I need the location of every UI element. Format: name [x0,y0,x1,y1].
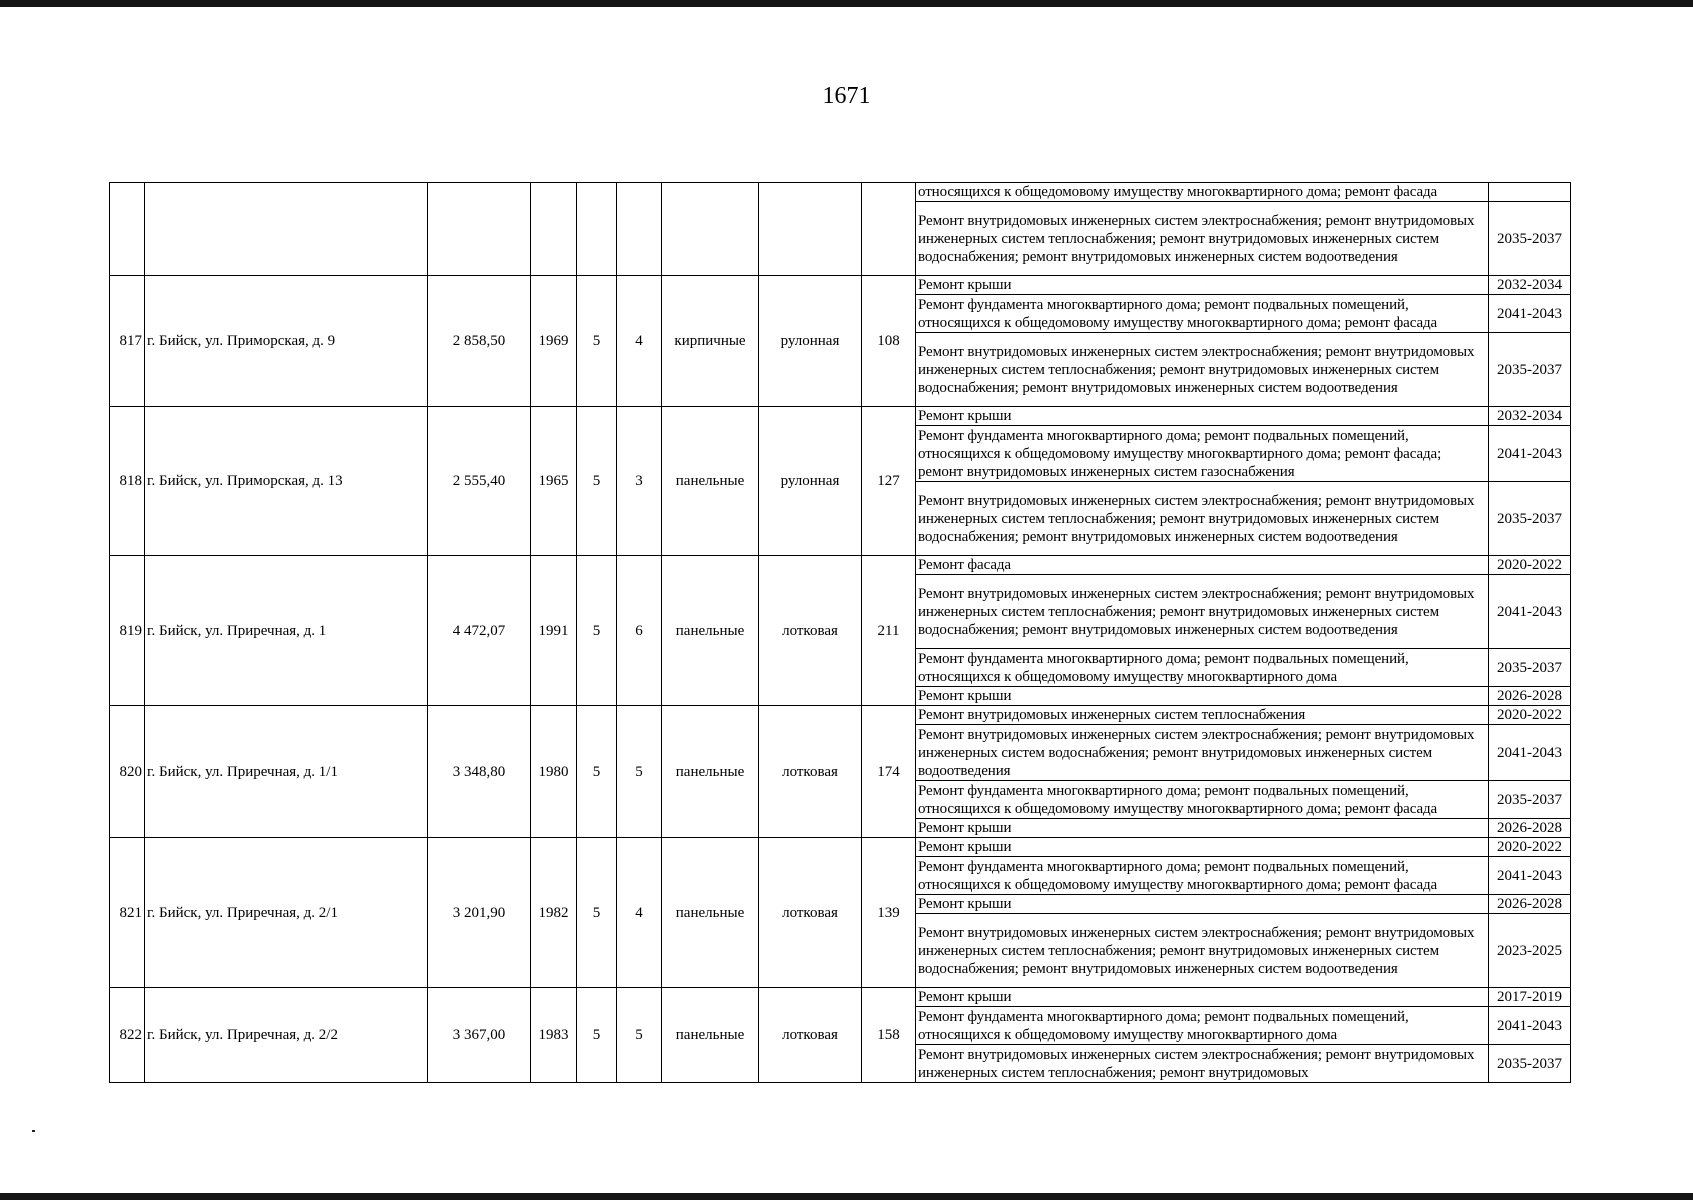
scan-top-edge [0,0,1693,7]
row-number-cell: 819 [110,556,145,706]
scan-bottom-edge [0,1193,1693,1200]
work-description-cell: Ремонт крыши [916,407,1489,426]
work-period-cell: 2041-2043 [1489,575,1571,649]
work-period-cell: 2041-2043 [1489,857,1571,895]
house-row [110,988,1571,1007]
address-cell: г. Бийск, ул. Приморская, д. 9 [145,276,428,407]
wall-material-cell [662,183,759,276]
build-year-cell: 1991 [531,556,577,706]
work-description-cell: Ремонт фундамента многоквартирного дома; ремонт подвальных помещений, относящихся к общедомовому имуществу многоквартирного дома [916,1007,1489,1045]
scan-speck [32,1130,35,1132]
work-description-cell: Ремонт фундамента многоквартирного дома; ремонт подвальных помещений, относящихся к общедомовому имуществу многоквартирного дома; ремонт фасада [916,781,1489,819]
residents-count-cell: 139 [862,838,916,988]
work-description-cell: Ремонт внутридомовых инженерных систем электроснабжения; ремонт внутридомовых инженерных систем теплоснабжения; ремонт внутридомовых инженерных систем водоснабжения; ремонт внутридомовых инженерных систем водоотведения [916,914,1489,988]
residents-count-cell: 211 [862,556,916,706]
total-area-cell [428,183,531,276]
address-cell: г. Бийск, ул. Приречная, д. 1/1 [145,706,428,838]
house-row [110,276,1571,295]
work-description-cell: Ремонт внутридомовых инженерных систем электроснабжения; ремонт внутридомовых инженерных систем теплоснабжения; ремонт внутридомовых инженерных систем водоснабжения; ремонт внутридомовых инженерных систем водоотведения [916,575,1489,649]
roof-type-cell: лотковая [759,838,862,988]
entrances-count-cell: 6 [617,556,662,706]
wall-material-cell: панельные [662,988,759,1083]
work-period-cell: 2041-2043 [1489,725,1571,781]
work-description-cell: Ремонт фундамента многоквартирного дома; ремонт подвальных помещений, относящихся к общедомовому имуществу многоквартирного дома; ремонт фасада [916,857,1489,895]
row-number-cell: 822 [110,988,145,1083]
work-period-cell: 2026-2028 [1489,819,1571,838]
work-period-cell: 2017-2019 [1489,988,1571,1007]
build-year-cell: 1982 [531,838,577,988]
work-description-cell: Ремонт крыши [916,838,1489,857]
roof-type-cell: рулонная [759,276,862,407]
work-description-cell: Ремонт внутридомовых инженерных систем электроснабжения; ремонт внутридомовых инженерных систем теплоснабжения; ремонт внутридомовых [916,1045,1489,1083]
entrances-count-cell: 3 [617,407,662,556]
work-description-cell: Ремонт внутридомовых инженерных систем электроснабжения; ремонт внутридомовых инженерных систем теплоснабжения; ремонт внутридомовых инженерных систем водоснабжения; ремонт внутридомовых инженерных систем водоотведения [916,202,1489,276]
address-cell: г. Бийск, ул. Приречная, д. 1 [145,556,428,706]
floors-count-cell: 5 [577,838,617,988]
work-period-cell: 2020-2022 [1489,556,1571,575]
entrances-count-cell: 4 [617,276,662,407]
work-period-cell: 2032-2034 [1489,407,1571,426]
residents-count-cell: 174 [862,706,916,838]
entrances-count-cell: 5 [617,988,662,1083]
roof-type-cell: лотковая [759,556,862,706]
work-period-cell: 2035-2037 [1489,202,1571,276]
work-period-cell: 2035-2037 [1489,1045,1571,1083]
house-row [110,556,1571,575]
address-cell: г. Бийск, ул. Приречная, д. 2/2 [145,988,428,1083]
row-number-cell [110,183,145,276]
work-period-cell: 2035-2037 [1489,649,1571,687]
work-period-cell: 2041-2043 [1489,426,1571,482]
entrances-count-cell: 5 [617,706,662,838]
work-period-cell: 2020-2022 [1489,706,1571,725]
work-description-cell: Ремонт фасада [916,556,1489,575]
work-description-cell: Ремонт внутридомовых инженерных систем электроснабжения; ремонт внутридомовых инженерных систем теплоснабжения; ремонт внутридомовых инженерных систем водоснабжения; ремонт внутридомовых инженерных систем водоотведения [916,333,1489,407]
floors-count-cell: 5 [577,556,617,706]
work-description-cell: Ремонт внутридомовых инженерных систем электроснабжения; ремонт внутридомовых инженерных систем водоснабжения; ремонт внутридомовых инженерных систем водоотведения [916,725,1489,781]
work-period-cell: 2032-2034 [1489,276,1571,295]
build-year-cell: 1980 [531,706,577,838]
work-period-cell: 2041-2043 [1489,295,1571,333]
address-cell: г. Бийск, ул. Приморская, д. 13 [145,407,428,556]
total-area-cell: 3 201,90 [428,838,531,988]
row-number-cell: 817 [110,276,145,407]
total-area-cell: 3 367,00 [428,988,531,1083]
wall-material-cell: кирпичные [662,276,759,407]
house-row [110,183,1571,202]
roof-type-cell: лотковая [759,706,862,838]
wall-material-cell: панельные [662,838,759,988]
build-year-cell: 1965 [531,407,577,556]
work-period-cell: 2026-2028 [1489,895,1571,914]
wall-material-cell: панельные [662,706,759,838]
wall-material-cell: панельные [662,407,759,556]
roof-type-cell: рулонная [759,407,862,556]
work-description-cell: Ремонт фундамента многоквартирного дома; ремонт подвальных помещений, относящихся к общедомовому имуществу многоквартирного дома; ремонт фасада [916,295,1489,333]
residents-count-cell [862,183,916,276]
work-description-cell: Ремонт внутридомовых инженерных систем электроснабжения; ремонт внутридомовых инженерных систем теплоснабжения; ремонт внутридомовых инженерных систем водоснабжения; ремонт внутридомовых инженерных систем водоотведения [916,482,1489,556]
residents-count-cell: 127 [862,407,916,556]
wall-material-cell: панельные [662,556,759,706]
work-period-cell: 2041-2043 [1489,1007,1571,1045]
houses-table-body [110,183,1571,1083]
work-period-cell: 2023-2025 [1489,914,1571,988]
floors-count-cell: 5 [577,988,617,1083]
house-row [110,407,1571,426]
entrances-count-cell: 4 [617,838,662,988]
floors-count-cell [577,183,617,276]
work-description-cell: Ремонт фундамента многоквартирного дома; ремонт подвальных помещений, относящихся к общедомовому имуществу многоквартирного дома [916,649,1489,687]
work-period-cell: 2020-2022 [1489,838,1571,857]
row-number-cell: 818 [110,407,145,556]
work-period-cell: 2035-2037 [1489,482,1571,556]
work-description-cell: Ремонт крыши [916,276,1489,295]
address-cell [145,183,428,276]
row-number-cell: 821 [110,838,145,988]
row-number-cell: 820 [110,706,145,838]
house-row [110,838,1571,857]
build-year-cell: 1969 [531,276,577,407]
work-description-cell: Ремонт фундамента многоквартирного дома; ремонт подвальных помещений, относящихся к общедомовому имуществу многоквартирного дома; ремонт фасада; ремонт внутридомовых инженерных систем газоснабжения [916,426,1489,482]
work-period-cell: 2035-2037 [1489,781,1571,819]
residents-count-cell: 108 [862,276,916,407]
work-description-cell: Ремонт крыши [916,988,1489,1007]
address-cell: г. Бийск, ул. Приречная, д. 2/1 [145,838,428,988]
page-number: 1671 [822,83,871,109]
work-description-cell: относящихся к общедомовому имуществу многоквартирного дома; ремонт фасада [916,183,1489,202]
total-area-cell: 2 555,40 [428,407,531,556]
work-description-cell: Ремонт крыши [916,819,1489,838]
roof-type-cell [759,183,862,276]
floors-count-cell: 5 [577,706,617,838]
house-row [110,706,1571,725]
work-period-cell: 2035-2037 [1489,333,1571,407]
build-year-cell [531,183,577,276]
floors-count-cell: 5 [577,276,617,407]
work-period-cell: 2026-2028 [1489,687,1571,706]
residents-count-cell: 158 [862,988,916,1083]
total-area-cell: 4 472,07 [428,556,531,706]
total-area-cell: 2 858,50 [428,276,531,407]
total-area-cell: 3 348,80 [428,706,531,838]
build-year-cell: 1983 [531,988,577,1083]
entrances-count-cell [617,183,662,276]
roof-type-cell: лотковая [759,988,862,1083]
work-description-cell: Ремонт внутридомовых инженерных систем теплоснабжения [916,706,1489,725]
work-description-cell: Ремонт крыши [916,895,1489,914]
houses-table [109,182,1571,1083]
work-description-cell: Ремонт крыши [916,687,1489,706]
work-period-cell [1489,183,1571,202]
floors-count-cell: 5 [577,407,617,556]
